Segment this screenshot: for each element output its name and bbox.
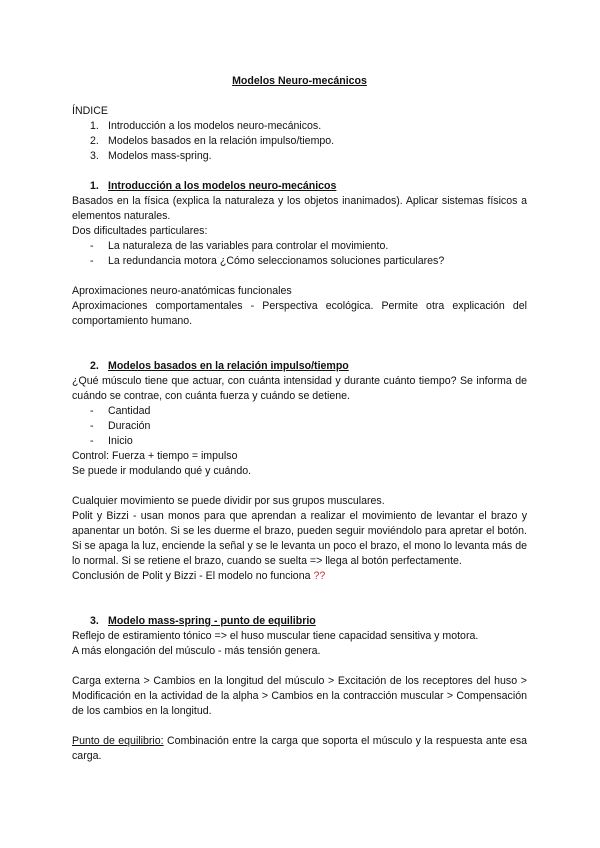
page-title: Modelos Neuro-mecánicos bbox=[232, 75, 367, 87]
paragraph: Carga externa > Cambios en la longitud del músculo > Excitación de los receptores del huso > Modificación en la actividad de la alpha > Cambios en la contracción muscular > Compensación de los cambios en la longitud. bbox=[72, 675, 527, 717]
paragraph: Punto de equilibrio: Combinación entre la carga que soporta el músculo y la respuesta ante esa carga. bbox=[72, 735, 528, 762]
list-item: - La naturaleza de las variables para controlar el movimiento. bbox=[90, 240, 389, 252]
index-heading: ÍNDICE bbox=[72, 105, 108, 117]
paragraph: Control: Fuerza + tiempo = impulso bbox=[72, 450, 238, 462]
index-item: 1. Introducción a los modelos neuro-mecánicos. bbox=[90, 120, 322, 132]
paragraph: A más elongación del músculo - más tensión genera. bbox=[72, 645, 321, 657]
list-item: - Cantidad bbox=[90, 405, 151, 417]
index-list bbox=[72, 119, 527, 164]
question-mark: ?? bbox=[313, 570, 326, 582]
index-item: 2. Modelos basados en la relación impulso/tiempo. bbox=[90, 135, 335, 147]
paragraph: Polit y Bizzi - usan monos para que aprendan a realizar el movimiento de levantar el brazo y apanentar un botón. Si se les duerme el brazo, pueden seguir moviéndolo para apretar el botón. Si se apaga la luz, enciende la señal y se le levanta un poco el brazo, el mono lo levanta más de lo normal. Si se retiene el brazo, cuando se suelta => llega al botón perfectamente. bbox=[72, 510, 527, 567]
document-content bbox=[72, 74, 527, 764]
term-label: Punto de equilibrio: bbox=[72, 735, 164, 747]
list-item: - La redundancia motora ¿Cómo seleccionamos soluciones particulares? bbox=[90, 255, 445, 267]
paragraph: Reflejo de estiramiento tónico => el huso muscular tiene capacidad sensitiva y motora. bbox=[72, 630, 479, 642]
section-2-heading: 2. Modelos basados en la relación impulso/tiempo bbox=[90, 360, 349, 372]
dash-list bbox=[72, 404, 527, 449]
paragraph: Basados en la física (explica la naturaleza y los objetos inanimados). Aplicar sistemas físicos a elementos naturales. bbox=[72, 195, 527, 222]
paragraph: Cualquier movimiento se puede dividir por sus grupos musculares. bbox=[72, 495, 385, 507]
paragraph: Aproximaciones neuro-anatómicas funcionales bbox=[72, 285, 292, 297]
list-item: - Duración bbox=[90, 420, 151, 432]
list-item: - Inicio bbox=[90, 435, 133, 447]
dash-list bbox=[72, 239, 527, 269]
paragraph: Dos dificultades particulares: bbox=[72, 225, 208, 237]
index-item: 3. Modelos mass-spring. bbox=[90, 150, 212, 162]
section-3-heading: 3. Modelo mass-spring - punto de equilibrio bbox=[90, 615, 316, 627]
section-1-heading: 1. Introducción a los modelos neuro-mecánicos bbox=[90, 180, 337, 192]
paragraph: Conclusión de Polit y Bizzi - El modelo no funciona ?? bbox=[72, 570, 326, 582]
paragraph: Se puede ir modulando qué y cuándo. bbox=[72, 465, 252, 477]
paragraph: ¿Qué músculo tiene que actuar, con cuánta intensidad y durante cuánto tiempo? Se informa de cuándo se contrae, con cuánta fuerza y cuándo se detiene. bbox=[72, 375, 527, 402]
paragraph: Aproximaciones comportamentales - Perspectiva ecológica. Permite otra explicación del comportamiento humano. bbox=[72, 300, 527, 327]
